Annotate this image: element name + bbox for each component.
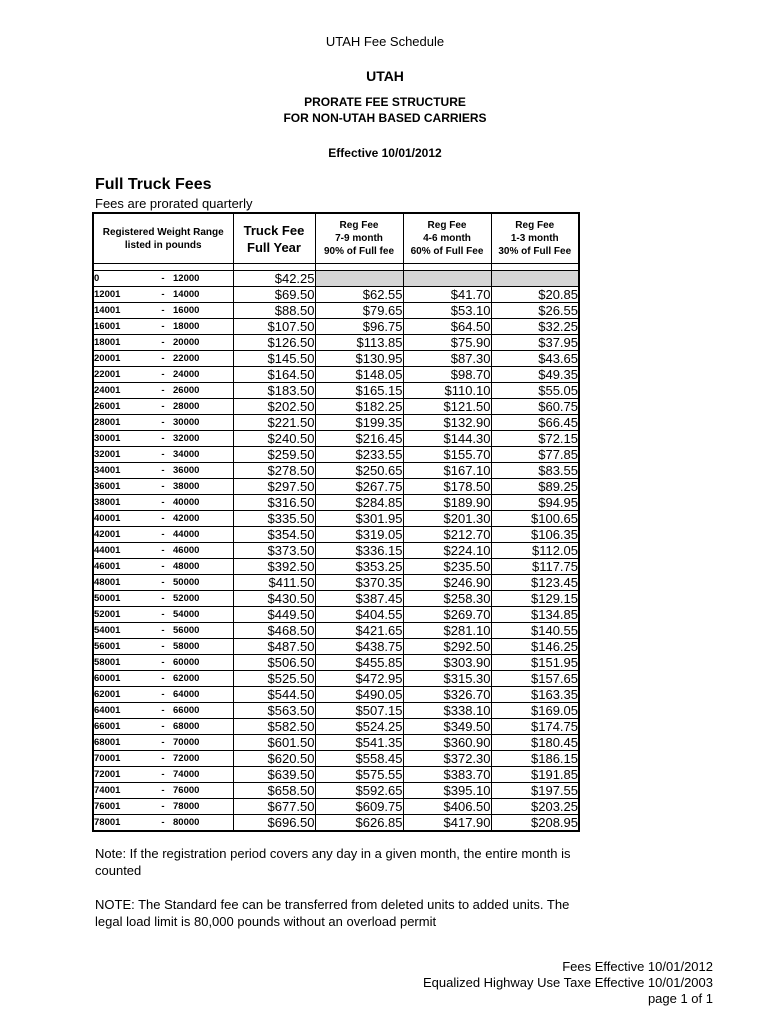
weight-dash: - <box>153 735 173 751</box>
weight-to: 80000 <box>173 815 233 832</box>
reg-fee-7-9-month: $507.15 <box>315 703 403 719</box>
weight-from: 18001 <box>93 335 153 351</box>
reg-fee-1-3-month: $180.45 <box>491 735 579 751</box>
subtitle-line-2: FOR NON-UTAH BASED CARRIERS <box>283 111 487 125</box>
table-row <box>93 591 579 607</box>
weight-to: 22000 <box>173 351 233 367</box>
reg-fee-7-9-month: $182.25 <box>315 399 403 415</box>
weight-dash: - <box>153 479 173 495</box>
truck-fee-full-year: $164.50 <box>233 367 315 383</box>
weight-to: 52000 <box>173 591 233 607</box>
table-row <box>93 319 579 335</box>
reg-fee-7-9-month: $558.45 <box>315 751 403 767</box>
weight-to: 26000 <box>173 383 233 399</box>
table-row <box>93 495 579 511</box>
weight-from: 32001 <box>93 447 153 463</box>
weight-from: 46001 <box>93 559 153 575</box>
reg-fee-4-6-month: $372.30 <box>403 751 491 767</box>
table-row <box>93 767 579 783</box>
truck-fee-full-year: $430.50 <box>233 591 315 607</box>
truck-fee-full-year: $620.50 <box>233 751 315 767</box>
reg-fee-1-3-month: $72.15 <box>491 431 579 447</box>
reg-fee-1-3-month: $146.25 <box>491 639 579 655</box>
reg-fee-7-9-month: $62.55 <box>315 287 403 303</box>
table-row <box>93 447 579 463</box>
truck-fee-full-year: $696.50 <box>233 815 315 832</box>
table-row <box>93 559 579 575</box>
truck-fee-full-year: $278.50 <box>233 463 315 479</box>
table-row <box>93 527 579 543</box>
table-row <box>93 687 579 703</box>
weight-from: 50001 <box>93 591 153 607</box>
reg-fee-7-9-month: $233.55 <box>315 447 403 463</box>
reg-fee-4-6-month: $178.50 <box>403 479 491 495</box>
weight-dash: - <box>153 623 173 639</box>
weight-from: 30001 <box>93 431 153 447</box>
weight-from: 22001 <box>93 367 153 383</box>
table-row <box>93 351 579 367</box>
weight-from: 44001 <box>93 543 153 559</box>
weight-to: 40000 <box>173 495 233 511</box>
reg-fee-4-6-month: $53.10 <box>403 303 491 319</box>
table-row <box>93 655 579 671</box>
weight-dash: - <box>153 271 173 287</box>
reg-fee-4-6-month: $417.90 <box>403 815 491 832</box>
reg-fee-4-6-month: $281.10 <box>403 623 491 639</box>
weight-dash: - <box>153 319 173 335</box>
weight-to: 60000 <box>173 655 233 671</box>
table-row <box>93 623 579 639</box>
weight-dash: - <box>153 351 173 367</box>
truck-fee-full-year: $658.50 <box>233 783 315 799</box>
reg-fee-7-9-month: $387.45 <box>315 591 403 607</box>
weight-from: 40001 <box>93 511 153 527</box>
reg-fee-7-9-month: $165.15 <box>315 383 403 399</box>
weight-dash: - <box>153 303 173 319</box>
weight-from: 54001 <box>93 623 153 639</box>
weight-to: 74000 <box>173 767 233 783</box>
reg-fee-1-3-month: $106.35 <box>491 527 579 543</box>
weight-to: 78000 <box>173 799 233 815</box>
weight-from: 36001 <box>93 479 153 495</box>
truck-fee-full-year: $107.50 <box>233 319 315 335</box>
reg-fee-1-3-month: $55.05 <box>491 383 579 399</box>
reg-fee-4-6-month: $383.70 <box>403 767 491 783</box>
state-title: UTAH <box>366 68 404 84</box>
reg-fee-1-3-month: $94.95 <box>491 495 579 511</box>
reg-fee-4-6-month: $395.10 <box>403 783 491 799</box>
truck-fee-full-year: $297.50 <box>233 479 315 495</box>
table-row <box>93 271 579 287</box>
weight-from: 56001 <box>93 639 153 655</box>
table-row <box>93 639 579 655</box>
reg-fee-7-9-month: $592.65 <box>315 783 403 799</box>
weight-dash: - <box>153 655 173 671</box>
reg-fee-4-6-month: $224.10 <box>403 543 491 559</box>
header-reg-fee-1-3: Reg Fee 1-3 month 30% of Full Fee <box>491 213 579 264</box>
weight-dash: - <box>153 367 173 383</box>
reg-fee-7-9-month: $609.75 <box>315 799 403 815</box>
reg-fee-1-3-month: $77.85 <box>491 447 579 463</box>
reg-fee-7-9-month: $490.05 <box>315 687 403 703</box>
weight-dash: - <box>153 511 173 527</box>
reg-fee-1-3-month: $20.85 <box>491 287 579 303</box>
truck-fee-full-year: $506.50 <box>233 655 315 671</box>
table-row <box>93 815 579 832</box>
reg-fee-4-6-month: $235.50 <box>403 559 491 575</box>
document-header: UTAH Fee Schedule <box>325 34 445 49</box>
weight-from: 42001 <box>93 527 153 543</box>
truck-fee-full-year: $240.50 <box>233 431 315 447</box>
table-row <box>93 303 579 319</box>
weight-from: 14001 <box>93 303 153 319</box>
weight-dash: - <box>153 671 173 687</box>
truck-fee-full-year: $335.50 <box>233 511 315 527</box>
table-row <box>93 703 579 719</box>
truck-fee-full-year: $88.50 <box>233 303 315 319</box>
table-row <box>93 335 579 351</box>
table-row <box>93 463 579 479</box>
reg-fee-7-9-month: $319.05 <box>315 527 403 543</box>
reg-fee-7-9-month: $113.85 <box>315 335 403 351</box>
truck-fee-full-year: $639.50 <box>233 767 315 783</box>
truck-fee-full-year: $468.50 <box>233 623 315 639</box>
fee-table <box>92 212 580 832</box>
table-row <box>93 383 579 399</box>
reg-fee-7-9-month: $421.65 <box>315 623 403 639</box>
weight-to: 54000 <box>173 607 233 623</box>
weight-to: 50000 <box>173 575 233 591</box>
reg-fee-1-3-month: $197.55 <box>491 783 579 799</box>
weight-to: 76000 <box>173 783 233 799</box>
weight-from: 48001 <box>93 575 153 591</box>
truck-fee-full-year: $183.50 <box>233 383 315 399</box>
reg-fee-1-3-month: $186.15 <box>491 751 579 767</box>
reg-fee-7-9-month: $575.55 <box>315 767 403 783</box>
table-row <box>93 367 579 383</box>
footer-page-number: page 1 of 1 <box>647 991 713 1006</box>
section-subtitle: Fees are prorated quarterly <box>95 196 253 211</box>
header-truck-fee: Truck Fee Full Year <box>233 213 315 264</box>
table-row <box>93 543 579 559</box>
weight-from: 62001 <box>93 687 153 703</box>
weight-from: 66001 <box>93 719 153 735</box>
table-row <box>93 607 579 623</box>
reg-fee-1-3-month: $191.85 <box>491 767 579 783</box>
weight-dash: - <box>153 463 173 479</box>
reg-fee-4-6-month: $64.50 <box>403 319 491 335</box>
reg-fee-7-9-month: $455.85 <box>315 655 403 671</box>
reg-fee-4-6-month: $406.50 <box>403 799 491 815</box>
reg-fee-1-3-month: $134.85 <box>491 607 579 623</box>
weight-dash: - <box>153 399 173 415</box>
reg-fee-4-6-month: $338.10 <box>403 703 491 719</box>
weight-from: 78001 <box>93 815 153 832</box>
reg-fee-7-9-month: $541.35 <box>315 735 403 751</box>
subtitle-line-1: PRORATE FEE STRUCTURE <box>304 95 466 109</box>
weight-to: 46000 <box>173 543 233 559</box>
reg-fee-1-3-month: $123.45 <box>491 575 579 591</box>
truck-fee-full-year: $126.50 <box>233 335 315 351</box>
weight-from: 58001 <box>93 655 153 671</box>
weight-from: 0 <box>93 271 153 287</box>
reg-fee-1-3-month: $37.95 <box>491 335 579 351</box>
weight-to: 12000 <box>173 271 233 287</box>
reg-fee-7-9-month: $199.35 <box>315 415 403 431</box>
truck-fee-full-year: $259.50 <box>233 447 315 463</box>
reg-fee-7-9-month: $336.15 <box>315 543 403 559</box>
weight-from: 24001 <box>93 383 153 399</box>
header-reg-fee-4-6: Reg Fee 4-6 month 60% of Full Fee <box>403 213 491 264</box>
table-row <box>93 511 579 527</box>
weight-to: 30000 <box>173 415 233 431</box>
weight-to: 38000 <box>173 479 233 495</box>
reg-fee-7-9-month: $353.25 <box>315 559 403 575</box>
reg-fee-1-3-month: $129.15 <box>491 591 579 607</box>
reg-fee-7-9-month: $216.45 <box>315 431 403 447</box>
weight-to: 16000 <box>173 303 233 319</box>
reg-fee-7-9-month: $130.95 <box>315 351 403 367</box>
weight-dash: - <box>153 383 173 399</box>
truck-fee-full-year: $373.50 <box>233 543 315 559</box>
weight-to: 24000 <box>173 367 233 383</box>
table-row <box>93 415 579 431</box>
reg-fee-4-6-month: $258.30 <box>403 591 491 607</box>
reg-fee-7-9-month: $370.35 <box>315 575 403 591</box>
weight-to: 36000 <box>173 463 233 479</box>
weight-from: 72001 <box>93 767 153 783</box>
reg-fee-4-6-month: $246.90 <box>403 575 491 591</box>
reg-fee-4-6-month: $110.10 <box>403 383 491 399</box>
weight-dash: - <box>153 767 173 783</box>
reg-fee-4-6-month: $292.50 <box>403 639 491 655</box>
reg-fee-1-3-month: $83.55 <box>491 463 579 479</box>
reg-fee-1-3-month: $60.75 <box>491 399 579 415</box>
table-row <box>93 783 579 799</box>
reg-fee-4-6-month: $144.30 <box>403 431 491 447</box>
note-registration-period: Note: If the registration period covers any day in a given month, the entire month is counted <box>95 846 571 878</box>
table-row <box>93 399 579 415</box>
weight-to: 32000 <box>173 431 233 447</box>
weight-from: 12001 <box>93 287 153 303</box>
truck-fee-full-year: $601.50 <box>233 735 315 751</box>
reg-fee-7-9-month: $148.05 <box>315 367 403 383</box>
weight-dash: - <box>153 719 173 735</box>
reg-fee-7-9-month: $79.65 <box>315 303 403 319</box>
truck-fee-full-year: $69.50 <box>233 287 315 303</box>
weight-dash: - <box>153 543 173 559</box>
weight-to: 72000 <box>173 751 233 767</box>
weight-to: 56000 <box>173 623 233 639</box>
weight-dash: - <box>153 591 173 607</box>
weight-dash: - <box>153 287 173 303</box>
reg-fee-1-3-month: $169.05 <box>491 703 579 719</box>
truck-fee-full-year: $316.50 <box>233 495 315 511</box>
reg-fee-7-9-month: $472.95 <box>315 671 403 687</box>
truck-fee-full-year: $221.50 <box>233 415 315 431</box>
reg-fee-4-6-month: $326.70 <box>403 687 491 703</box>
truck-fee-full-year: $411.50 <box>233 575 315 591</box>
truck-fee-full-year: $202.50 <box>233 399 315 415</box>
reg-fee-1-3-month <box>491 271 579 287</box>
reg-fee-4-6-month: $303.90 <box>403 655 491 671</box>
reg-fee-4-6-month: $189.90 <box>403 495 491 511</box>
weight-to: 68000 <box>173 719 233 735</box>
effective-date: Effective 10/01/2012 <box>328 146 442 160</box>
weight-from: 74001 <box>93 783 153 799</box>
weight-dash: - <box>153 703 173 719</box>
weight-from: 38001 <box>93 495 153 511</box>
table-row <box>93 575 579 591</box>
truck-fee-full-year: $525.50 <box>233 671 315 687</box>
reg-fee-1-3-month: $49.35 <box>491 367 579 383</box>
truck-fee-full-year: $563.50 <box>233 703 315 719</box>
reg-fee-1-3-month: $157.65 <box>491 671 579 687</box>
weight-to: 66000 <box>173 703 233 719</box>
weight-to: 70000 <box>173 735 233 751</box>
reg-fee-4-6-month: $212.70 <box>403 527 491 543</box>
reg-fee-7-9-month: $96.75 <box>315 319 403 335</box>
truck-fee-full-year: $544.50 <box>233 687 315 703</box>
reg-fee-4-6-month: $87.30 <box>403 351 491 367</box>
reg-fee-1-3-month: $43.65 <box>491 351 579 367</box>
reg-fee-1-3-month: $174.75 <box>491 719 579 735</box>
weight-to: 18000 <box>173 319 233 335</box>
reg-fee-1-3-month: $89.25 <box>491 479 579 495</box>
reg-fee-1-3-month: $32.25 <box>491 319 579 335</box>
truck-fee-full-year: $392.50 <box>233 559 315 575</box>
weight-dash: - <box>153 447 173 463</box>
weight-to: 34000 <box>173 447 233 463</box>
weight-dash: - <box>153 575 173 591</box>
truck-fee-full-year: $449.50 <box>233 607 315 623</box>
weight-from: 34001 <box>93 463 153 479</box>
weight-dash: - <box>153 751 173 767</box>
table-row <box>93 799 579 815</box>
weight-to: 28000 <box>173 399 233 415</box>
weight-to: 48000 <box>173 559 233 575</box>
reg-fee-4-6-month: $98.70 <box>403 367 491 383</box>
weight-from: 76001 <box>93 799 153 815</box>
reg-fee-7-9-month: $301.95 <box>315 511 403 527</box>
weight-to: 62000 <box>173 671 233 687</box>
reg-fee-1-3-month: $112.05 <box>491 543 579 559</box>
weight-dash: - <box>153 607 173 623</box>
weight-to: 64000 <box>173 687 233 703</box>
reg-fee-4-6-month: $201.30 <box>403 511 491 527</box>
weight-from: 16001 <box>93 319 153 335</box>
table-row <box>93 431 579 447</box>
weight-dash: - <box>153 431 173 447</box>
reg-fee-1-3-month: $163.35 <box>491 687 579 703</box>
weight-to: 20000 <box>173 335 233 351</box>
reg-fee-1-3-month: $151.95 <box>491 655 579 671</box>
reg-fee-1-3-month: $66.45 <box>491 415 579 431</box>
weight-dash: - <box>153 559 173 575</box>
header-weight-range: Registered Weight Range listed in pounds <box>93 213 233 264</box>
weight-dash: - <box>153 415 173 431</box>
reg-fee-7-9-month: $284.85 <box>315 495 403 511</box>
reg-fee-7-9-month: $404.55 <box>315 607 403 623</box>
truck-fee-full-year: $145.50 <box>233 351 315 367</box>
reg-fee-1-3-month: $208.95 <box>491 815 579 832</box>
reg-fee-7-9-month: $524.25 <box>315 719 403 735</box>
truck-fee-full-year: $582.50 <box>233 719 315 735</box>
weight-from: 20001 <box>93 351 153 367</box>
header-reg-fee-7-9: Reg Fee 7-9 month 90% of Full fee <box>315 213 403 264</box>
reg-fee-4-6-month: $349.50 <box>403 719 491 735</box>
weight-from: 70001 <box>93 751 153 767</box>
truck-fee-full-year: $354.50 <box>233 527 315 543</box>
weight-from: 26001 <box>93 399 153 415</box>
footer-highway-tax: Equalized Highway Use Taxe Effective 10/01/2003 <box>422 975 713 990</box>
weight-to: 44000 <box>173 527 233 543</box>
reg-fee-4-6-month: $315.30 <box>403 671 491 687</box>
weight-to: 42000 <box>173 511 233 527</box>
reg-fee-1-3-month: $26.55 <box>491 303 579 319</box>
reg-fee-7-9-month: $626.85 <box>315 815 403 832</box>
reg-fee-1-3-month: $117.75 <box>491 559 579 575</box>
reg-fee-4-6-month: $269.70 <box>403 607 491 623</box>
weight-to: 58000 <box>173 639 233 655</box>
weight-dash: - <box>153 815 173 832</box>
reg-fee-1-3-month: $203.25 <box>491 799 579 815</box>
reg-fee-1-3-month: $140.55 <box>491 623 579 639</box>
section-title: Full Truck Fees <box>95 176 212 193</box>
reg-fee-1-3-month: $100.65 <box>491 511 579 527</box>
truck-fee-full-year: $677.50 <box>233 799 315 815</box>
weight-dash: - <box>153 527 173 543</box>
table-row <box>93 735 579 751</box>
weight-from: 64001 <box>93 703 153 719</box>
reg-fee-7-9-month: $267.75 <box>315 479 403 495</box>
weight-dash: - <box>153 495 173 511</box>
weight-dash: - <box>153 335 173 351</box>
note-standard-fee-transfer: NOTE: The Standard fee can be transferred from deleted units to added units. The legal load limit is 80,000 pounds without an overload permit <box>95 897 570 929</box>
footer-fees-effective: Fees Effective 10/01/2012 <box>562 959 713 974</box>
truck-fee-full-year: $487.50 <box>233 639 315 655</box>
weight-from: 28001 <box>93 415 153 431</box>
weight-from: 68001 <box>93 735 153 751</box>
weight-from: 60001 <box>93 671 153 687</box>
table-row <box>93 287 579 303</box>
reg-fee-7-9-month <box>315 271 403 287</box>
reg-fee-4-6-month: $132.90 <box>403 415 491 431</box>
reg-fee-4-6-month: $75.90 <box>403 335 491 351</box>
table-row <box>93 479 579 495</box>
reg-fee-4-6-month: $360.90 <box>403 735 491 751</box>
reg-fee-4-6-month: $121.50 <box>403 399 491 415</box>
table-row <box>93 751 579 767</box>
reg-fee-4-6-month: $155.70 <box>403 447 491 463</box>
weight-dash: - <box>153 783 173 799</box>
table-row <box>93 719 579 735</box>
truck-fee-full-year: $42.25 <box>233 271 315 287</box>
reg-fee-4-6-month <box>403 271 491 287</box>
reg-fee-4-6-month: $167.10 <box>403 463 491 479</box>
weight-dash: - <box>153 799 173 815</box>
table-row <box>93 671 579 687</box>
weight-dash: - <box>153 639 173 655</box>
weight-to: 14000 <box>173 287 233 303</box>
reg-fee-4-6-month: $41.70 <box>403 287 491 303</box>
reg-fee-7-9-month: $250.65 <box>315 463 403 479</box>
weight-dash: - <box>153 687 173 703</box>
reg-fee-7-9-month: $438.75 <box>315 639 403 655</box>
weight-from: 52001 <box>93 607 153 623</box>
